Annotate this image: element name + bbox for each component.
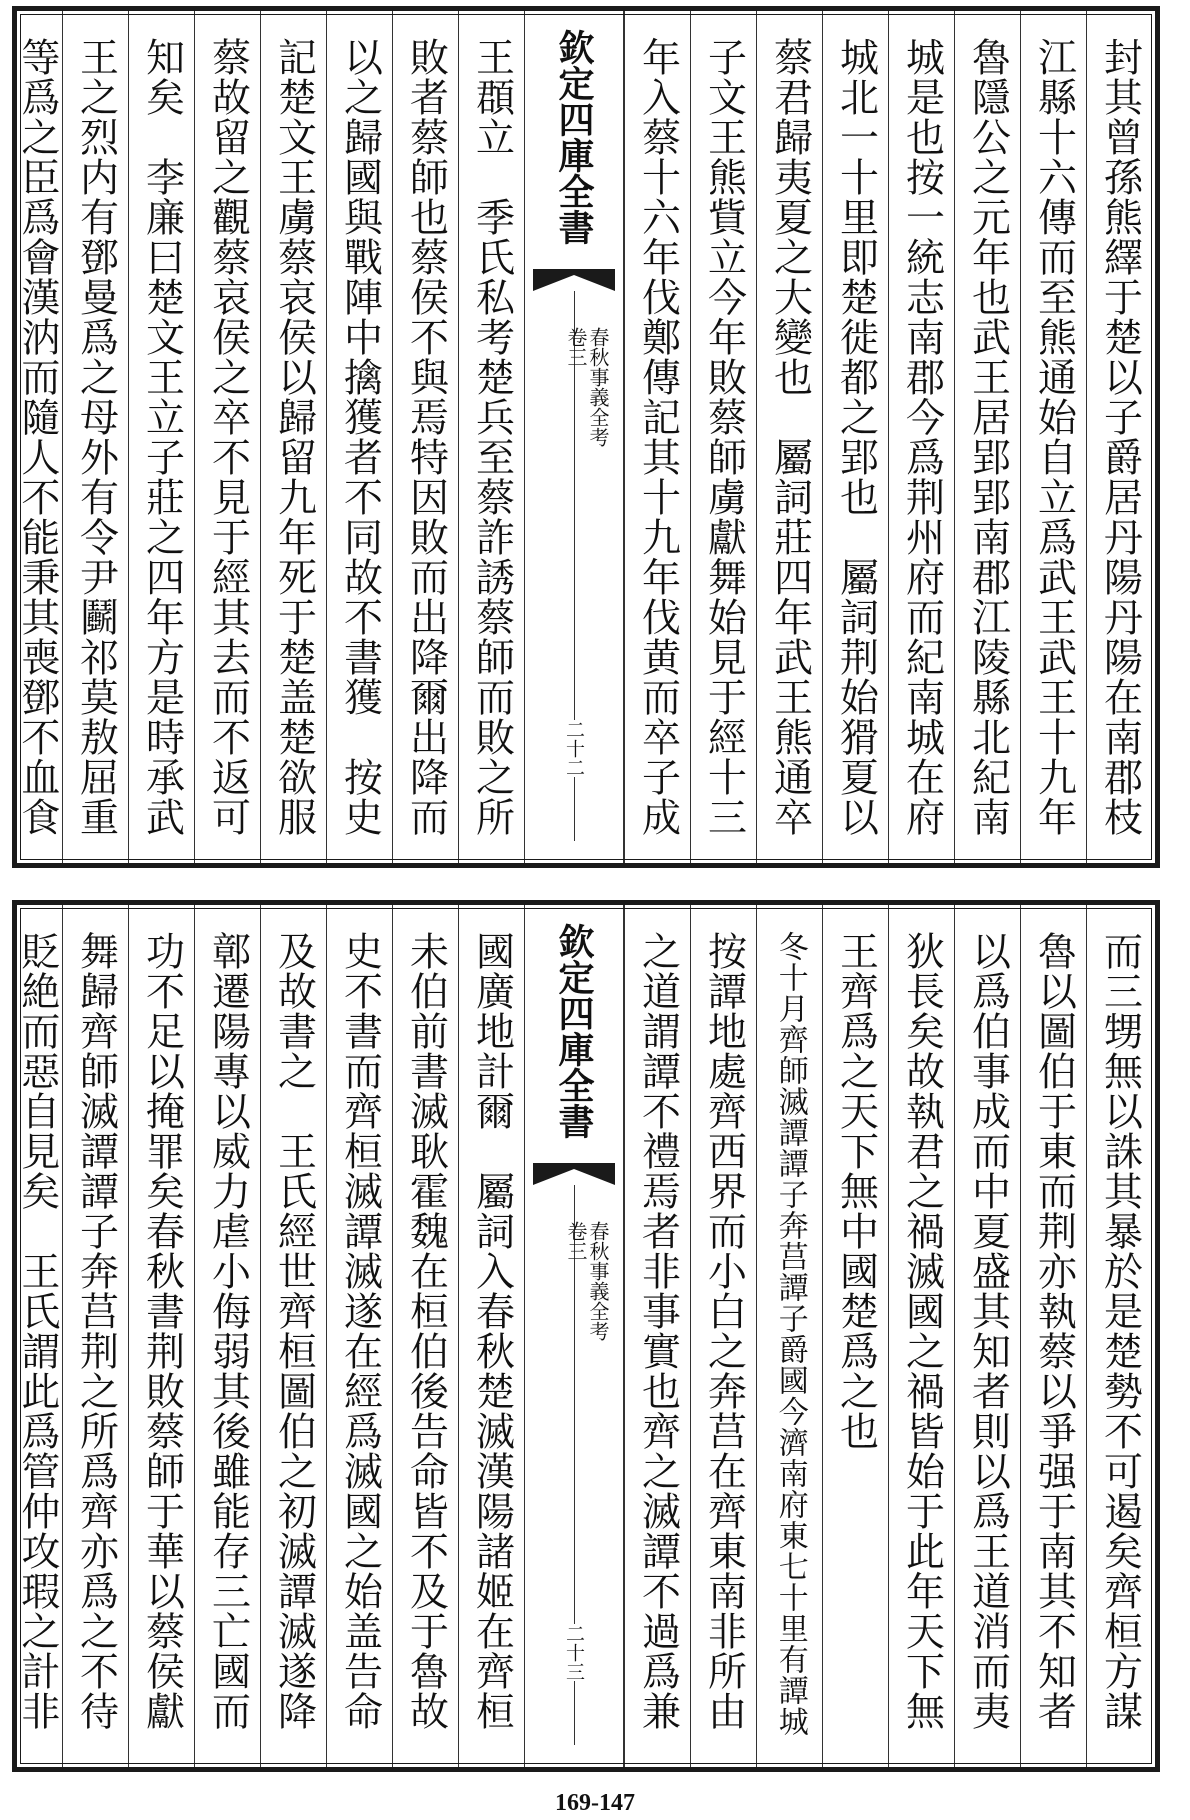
column-text: 江縣十六傳而至熊通始自立爲武王武王十九年 xyxy=(1031,37,1077,837)
column-text: 國廣地計爾 屬詞入春秋楚滅漢陽諸姬在齊桓 xyxy=(469,931,515,1731)
text-column xyxy=(62,11,128,863)
text-column xyxy=(392,11,458,863)
text-column xyxy=(128,11,194,863)
text-column xyxy=(0,11,62,863)
text-column xyxy=(1020,11,1086,863)
column-text: 以之歸國與戰陣中擒獲者不同故不書獲 按史 xyxy=(337,37,383,837)
page-number-footer: 169-147 xyxy=(555,1790,635,1816)
column-text: 王齊爲之天下無中國楚爲之也 xyxy=(833,931,879,1451)
book-title: 欽定四庫全書 xyxy=(553,923,595,1139)
column-text: 舞歸齊師滅譚譚子奔莒荆之所爲齊亦爲之不待 xyxy=(73,931,119,1731)
text-column xyxy=(756,11,822,863)
text-column xyxy=(756,905,822,1767)
text-column xyxy=(822,905,888,1767)
lower-leaf-body xyxy=(14,905,1155,1767)
column-text: 城是也按一統志南郡今爲荆州府而紀南城在府 xyxy=(899,37,945,837)
column-text: 年入蔡十六年伐鄭傳記其十九年伐黄而卒子成 xyxy=(635,37,681,837)
text-column xyxy=(822,11,888,863)
text-column xyxy=(888,905,954,1767)
column-text: 而三甥無以誅其暴於是楚勢不可遏矣齊桓方謀 xyxy=(1097,931,1143,1731)
sub-title: 春秋事義全考 xyxy=(586,1221,610,1341)
text-column xyxy=(458,11,524,863)
text-column xyxy=(624,905,690,1767)
column-text: 知矣 李廉曰楚文王立子莊之四年方是時承武 xyxy=(139,37,185,837)
text-column xyxy=(62,905,128,1767)
fishtail-mark-icon xyxy=(533,269,615,291)
center-fold xyxy=(524,11,624,863)
text-column xyxy=(624,11,690,863)
sub-title: 春秋事義全考 xyxy=(586,327,610,447)
fishtail-mark-icon xyxy=(533,1163,615,1185)
column-text: 貶絶而惡自見矣 王氏謂此爲管仲攻瑕之計非 xyxy=(14,931,60,1731)
text-column xyxy=(392,905,458,1767)
text-column xyxy=(194,11,260,863)
column-text: 魯隱公之元年也武王居郢郢南郡江陵縣北紀南 xyxy=(965,37,1011,837)
juan-number: 卷三 xyxy=(564,327,588,367)
text-column xyxy=(326,905,392,1767)
column-text: 王之烈内有鄧曼爲之母外有令尹鬬祁莫敖屈重 xyxy=(73,37,119,837)
text-column xyxy=(690,11,756,863)
column-text: 之道謂譚不禮焉者非事實也齊之滅譚不過爲兼 xyxy=(635,931,681,1731)
text-column xyxy=(1086,905,1152,1767)
juan-number: 卷三 xyxy=(564,1221,588,1261)
column-text: 敗者蔡師也蔡侯不與焉特因敗而出降爾出降而 xyxy=(403,37,449,837)
text-column xyxy=(326,11,392,863)
column-text: 魯以圖伯于東而荆亦執蔡以爭强于南其不知者 xyxy=(1031,931,1077,1731)
folio-number: 二十三 xyxy=(563,1624,585,1681)
column-text: 子文王熊貲立今年敗蔡師虜獻舞始見于經十三 xyxy=(701,37,747,837)
text-column xyxy=(690,905,756,1767)
column-text: 蔡故留之觀蔡哀侯之卒不見于經其去而不返可 xyxy=(205,37,251,837)
column-text: 記楚文王虜蔡哀侯以歸留九年死于楚盖楚欲服 xyxy=(271,37,317,837)
column-text: 以爲伯事成而中夏盛其知者則以爲王道消而夷 xyxy=(965,931,1011,1731)
upper-leaf xyxy=(12,6,1160,868)
column-text: 蔡君歸夷夏之大變也 屬詞莊四年武王熊通卒 xyxy=(767,37,813,837)
column-text: 狄長矣故執君之禍滅國之禍皆始于此年天下無 xyxy=(899,931,945,1731)
lower-leaf xyxy=(12,900,1160,1772)
column-text: 城北一十里即楚徙都之郢也 屬詞荆始猾夏以 xyxy=(833,37,879,837)
text-column xyxy=(1020,905,1086,1767)
column-text: 王頵立 季氏私考楚兵至蔡詐誘蔡師而敗之所 xyxy=(469,37,515,837)
upper-leaf-body xyxy=(14,11,1155,863)
column-text: 等爲之臣爲會漢汭而隨人不能秉其喪鄧不血食 xyxy=(14,37,60,837)
text-column xyxy=(260,11,326,863)
text-column xyxy=(0,905,62,1767)
column-text: 封其曾孫熊繹于楚以子爵居丹陽丹陽在南郡枝 xyxy=(1097,37,1143,837)
column-text: 史不書而齊桓滅譚滅遂在經爲滅國之始盖告命 xyxy=(337,931,383,1731)
column-text: 未伯前書滅耿霍魏在桓伯後告命皆不及于魯故 xyxy=(403,931,449,1731)
column-text: 及故書之 王氏經世齊桓圖伯之初滅譚滅遂降 xyxy=(271,931,317,1731)
column-text: 按譚地處齊西界而小白之奔莒在齊東南非所由 xyxy=(701,931,747,1731)
text-column xyxy=(194,905,260,1767)
text-column xyxy=(888,11,954,863)
column-text: 鄣遷陽專以威力虐小侮弱其後雖能存三亡國而 xyxy=(205,931,251,1731)
text-column xyxy=(128,905,194,1767)
text-column xyxy=(260,905,326,1767)
book-title: 欽定四庫全書 xyxy=(553,29,595,245)
column-text: 功不足以掩罪矣春秋書荆敗蔡師于華以蔡侯獻 xyxy=(139,931,185,1731)
text-column xyxy=(954,11,1020,863)
folio-number: 二十二 xyxy=(563,720,585,777)
text-column xyxy=(1086,11,1152,863)
column-text: 冬十月齊師滅譚譚子奔莒譚子爵國今濟南府東七十里有譚城 xyxy=(772,931,808,1737)
center-fold xyxy=(524,905,624,1767)
text-column xyxy=(954,905,1020,1767)
text-column xyxy=(458,905,524,1767)
